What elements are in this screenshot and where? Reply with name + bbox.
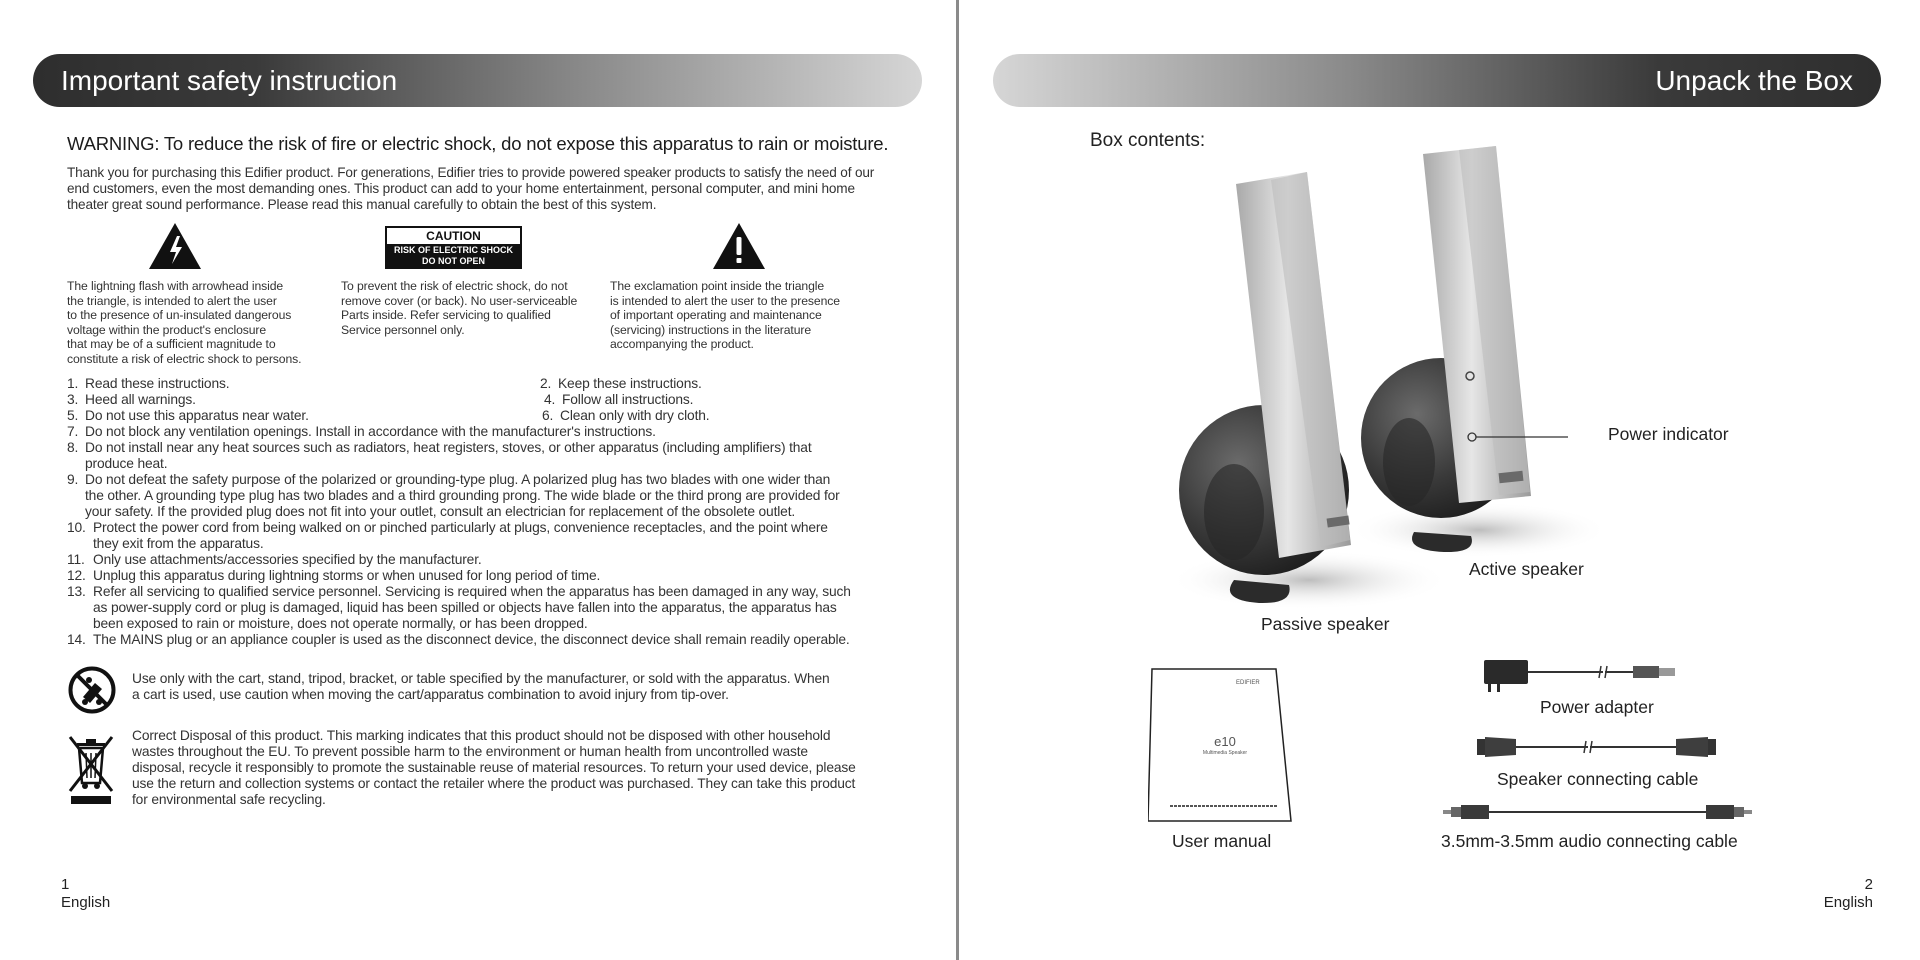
notice-line: Correct Disposal of this product. This marking indicates that this product should not be disposed with other household (132, 728, 831, 743)
section-banner (993, 54, 1881, 107)
crossed-bin-icon (66, 733, 116, 805)
power-adapter-label: Power adapter (1540, 697, 1654, 717)
notice-line: a cart is used, use caution when moving the cart/apparatus combination to avoid injury from tip-over. (132, 687, 729, 702)
speaker-cable-label: Speaker connecting cable (1497, 769, 1699, 789)
intro-paragraph: Thank you for purchasing this Edifier product. For generations, Edifier tries to provide powered speaker products to satisfy the need of our end customers, even the most demanding ones. This product can add to your home entertainment, personal computer, and mini home theater great sound performance. Please read this manual carefully to obtain the best of this system. (67, 165, 875, 212)
audio-cable-image (1442, 802, 1754, 822)
item-text: Do not use this apparatus near water. (85, 408, 309, 423)
list-item (67, 424, 907, 440)
item-number: 14. (67, 632, 86, 647)
power-indicator-leader (1464, 430, 1569, 444)
item-text: Only use attachments/accessories specified by the manufacturer. (93, 552, 482, 567)
manual-subtitle: Multimedia Speaker (1202, 750, 1248, 756)
list-item (67, 408, 907, 424)
list-item (67, 584, 907, 632)
list-item (67, 552, 907, 568)
item-number: 6. (542, 408, 554, 423)
caution-label (385, 226, 522, 269)
power-adapter-image (1483, 656, 1683, 694)
page-language: English (1823, 894, 1873, 911)
list-item (67, 632, 907, 648)
page-number: 1 (61, 876, 70, 893)
manual-model: e10 (1214, 734, 1236, 749)
passive-speaker-label: Passive speaker (1261, 614, 1390, 634)
page-language: English (61, 894, 111, 911)
item-number: 7. (67, 424, 79, 439)
list-item (67, 440, 907, 472)
section-title: Important safety instruction (61, 64, 398, 96)
audio-cable-label: 3.5mm-3.5mm audio connecting cable (1441, 831, 1738, 851)
item-number: 8. (67, 440, 79, 455)
item-number: 4. (544, 392, 556, 407)
item-text: Unplug this apparatus during lightning storms or when unused for long period of time. (93, 568, 601, 583)
item-text: produce heat. (85, 456, 168, 471)
lightning-warning-icon (148, 222, 202, 270)
notice-line: for environmental safe recycling. (132, 792, 326, 807)
manual-brand: EDIFIER (1236, 680, 1260, 686)
list-item (67, 376, 907, 392)
left-page (0, 0, 957, 960)
item-number: 2. (540, 376, 552, 391)
power-indicator-label: Power indicator (1608, 424, 1729, 444)
item-text: Protect the power cord from being walked on or pinched particularly at plugs, convenience receptacles, and the point where (93, 520, 828, 535)
cart-tip-over-icon (68, 666, 116, 714)
caution-title: CAUTION (387, 228, 520, 244)
caution-line-1: RISK OF ELECTRIC SHOCK (393, 245, 513, 255)
exclamation-description: The exclamation point inside the triangle is intended to alert the user to the presence of important operating and maintenance (servicing) instructions in the literature accompanying the product. (610, 279, 840, 351)
exclamation-warning-icon (712, 222, 766, 270)
item-text: Do not defeat the safety purpose of the polarized or grounding-type plug. A polarized plug has two blades with one wider than (85, 472, 831, 487)
item-number: 9. (67, 472, 79, 487)
item-text: they exit from the apparatus. (93, 536, 264, 551)
item-number: 5. (67, 408, 79, 423)
list-item (67, 472, 907, 520)
item-text: your safety. If the provided plug does not fit into your outlet, consult an electrician for replacement of the obsolete outlet. (85, 504, 796, 519)
item-text: Do not install near any heat sources such as radiators, heat registers, stoves, or other apparatus (including amplifiers) that (85, 440, 812, 455)
section-banner (33, 54, 922, 107)
page-number: 2 (1864, 876, 1873, 893)
item-text: been exposed to rain or moisture, does not operate normally, or has been dropped. (93, 616, 588, 631)
user-manual-label: User manual (1172, 831, 1272, 851)
disposal-notice (132, 728, 856, 808)
box-contents-title: Box contents: (1090, 130, 1206, 151)
item-text: Do not block any ventilation openings. Install in accordance with the manufacturer's instructions. (85, 424, 656, 439)
notice-line: wastes throughout the EU. To prevent possible harm to the environment or human health from uncontrolled waste (132, 744, 808, 759)
item-text: Keep these instructions. (558, 376, 702, 391)
item-text: the other. A grounding type plug has two blades and a third grounding prong. The wide blade or the third prong are provided for (85, 488, 840, 503)
item-text: Read these instructions. (85, 376, 230, 391)
warning-text: WARNING: To reduce the risk of fire or electric shock, do not expose this apparatus to rain or moisture. (67, 133, 889, 154)
item-number: 10. (67, 520, 86, 535)
user-manual-image (1148, 668, 1318, 823)
item-text: as power-supply cord or plug is damaged, liquid has been spilled or objects have fallen into the apparatus, the apparatus has (93, 600, 837, 615)
item-number: 1. (67, 376, 79, 391)
item-text: Clean only with dry cloth. (560, 408, 710, 423)
item-text: The MAINS plug or an appliance coupler is used as the disconnect device, the disconnect device shall remain readily operable. (93, 632, 850, 647)
notice-line: disposal, recycle it responsibly to promote the sustainable reuse of material resources. To return your used device, please (132, 760, 856, 775)
section-title: Unpack the Box (1655, 64, 1853, 96)
caution-description: To prevent the risk of electric shock, do not remove cover (or back). No user-serviceable Parts inside. Refer servicing to qualified Service personnel only. (341, 279, 578, 337)
caution-line-2: DO NOT OPEN (421, 256, 485, 266)
instructions-list (67, 376, 907, 648)
speaker-cable-image (1476, 734, 1720, 760)
right-page (959, 0, 1920, 960)
item-text: Refer all servicing to qualified service personnel. Servicing is required when the apparatus has been damaged in any way, such (93, 584, 851, 599)
item-number: 13. (67, 584, 86, 599)
list-item (67, 520, 907, 552)
item-number: 12. (67, 568, 86, 583)
item-text: Follow all instructions. (562, 392, 694, 407)
item-number: 3. (67, 392, 79, 407)
list-item (67, 568, 907, 584)
list-item (67, 392, 907, 408)
item-text: Heed all warnings. (85, 392, 196, 407)
item-number: 11. (67, 552, 85, 567)
lightning-description: The lightning flash with arrowhead inside the triangle, is intended to alert the user to the presence of un-insulated dangerous voltage within the product's enclosure that may be of a sufficient magnitude to constitute a risk of electric shock to persons. (67, 279, 302, 366)
cart-notice (132, 671, 830, 703)
active-speaker-label: Active speaker (1469, 559, 1584, 579)
notice-line: use the return and collection systems or contact the retailer where the product was purchased. They can take this product (132, 776, 856, 791)
notice-line: Use only with the cart, stand, tripod, bracket, or table specified by the manufacturer, or sold with the apparatus. When (132, 671, 830, 686)
